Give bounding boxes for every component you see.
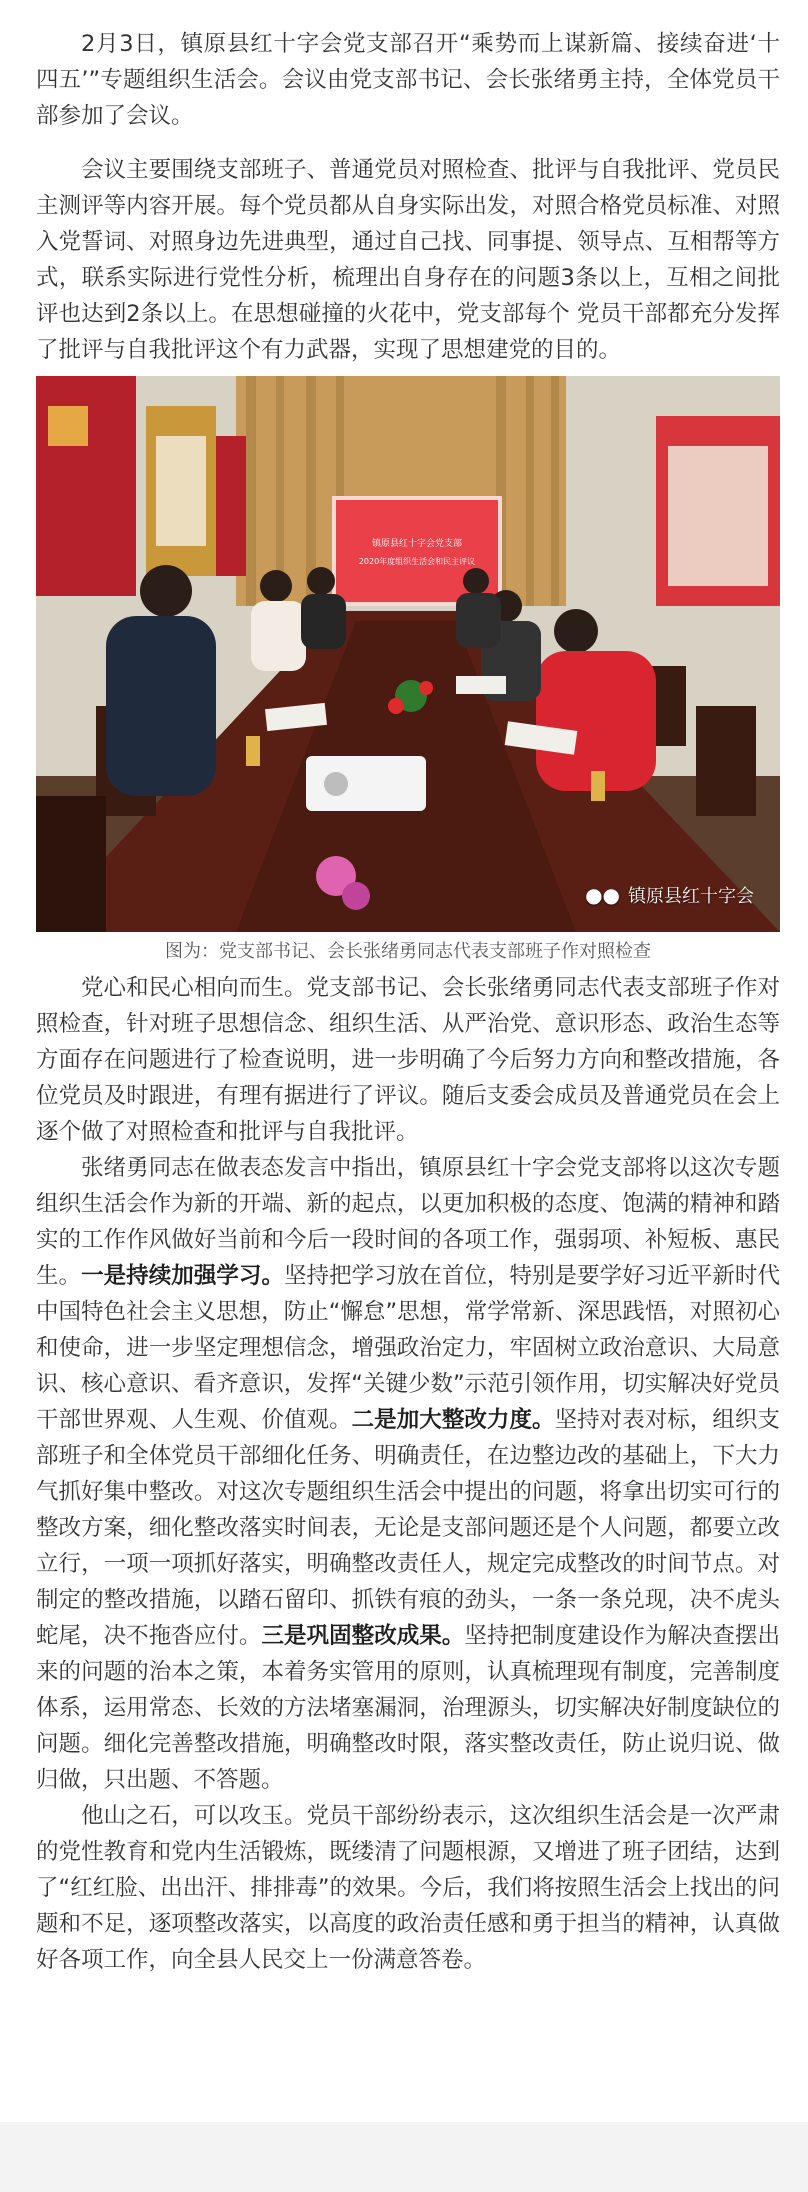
meeting-photo <box>36 376 780 932</box>
paragraph-statement <box>36 1150 780 1798</box>
point-one-heading: 一是持续加强学习。 <box>81 1263 285 1289</box>
photo-caption: 图为：党支部书记、会长张绪勇同志代表支部班子作对照检查 <box>165 941 651 962</box>
statement-intro: 张绪勇同志在做表态发言中指出，镇原县红十字会党支部将以这次专题组织生活会作为新的开端、新的起点，以更加积极的态度、饱满的精神和踏实的工作作风做好当前和今后一段时间的各项工作，强弱项、补短板、惠民生。 <box>36 1155 780 1289</box>
photo-watermark <box>585 882 754 908</box>
paragraph-meeting-content: 会议主要围绕支部班子、普通党员对照检查、批评与自我批评、党员民主测评等内容开展。每个党员都从自身实际出发，对照合格党员标准、对照入党誓词、对照身边先进典型，通过自己找、同事提、领导点、互相帮等方式，联系实际进行党性分析，梳理出自身存在的问题3条以上，互相之间批评也达到2条以上。在思想碰撞的火花中，党支部每个 党员干部都充分发挥了批评与自我批评这个有力武器，实现了思想建党的目的。 <box>36 157 780 363</box>
wechat-icon: ●● <box>585 883 620 907</box>
watermark-text: 镇原县红十字会 <box>628 886 754 907</box>
point-three-heading: 三是巩固整改成果。 <box>261 1623 465 1649</box>
paragraph-self-review: 党心和民心相向而生。党支部书记、会长张绪勇同志代表支部班子作对照检查，针对班子思想信念、组织生活、从严治党、意识形态、政治生态等方面存在问题进行了检查说明，进一步明确了今后努力方向和整改措施，各位党员及时跟进，有理有据进行了评议。随后支委会成员及普通党员在会上逐个做了对照检查和批评与自我批评。 <box>36 975 780 1145</box>
paragraph-conclusion: 他山之石，可以攻玉。党员干部纷纷表示，这次组织生活会是一次严肃的党性教育和党内生活锻炼，既缕清了问题根源，又增进了班子团结，达到了“红红脸、出出汗、排排毒”的效果。今后，我们将按照生活会上找出的问题和不足，逐项整改落实，以高度的政治责任感和勇于担当的精神，认真做好各项工作，向全县人民交上一份满意答卷。 <box>36 1803 780 1973</box>
article <box>36 26 780 1978</box>
point-three-body: 坚持把制度建设作为解决查摆出来的问题的治本之策，本着务实管用的原则，认真梳理现有制度，完善制度体系，运用常态、长效的方法堵塞漏洞，治理源头，切实解决好制度缺位的问题。细化完善整改措施，明确整改时限，落实整改责任，防止说归说、做归做，只出题、不答题。 <box>36 1623 780 1793</box>
screen-title: 镇原县红十字会党支部 <box>371 539 463 549</box>
paragraph-intro: 2月3日，镇原县红十字会党支部召开“乘势而上谋新篇、接续奋进‘十四五’”专题组织生活会。会议由党支部书记、会长张绪勇主持，全体党员干部参加了会议。 <box>36 31 780 129</box>
footer-band <box>0 2122 808 2192</box>
point-two-heading: 二是加大整改力度。 <box>351 1407 555 1433</box>
screen-subtitle: 2020年度组织生活会和民主评议 <box>358 557 476 566</box>
paragraph-gap <box>36 134 780 152</box>
point-two-body: 坚持对表对标，组织支部班子和全体党员干部细化任务、明确责任，在边整边改的基础上，下大力气抓好集中整改。对这次专题组织生活会中提出的问题，将拿出切实可行的整改方案，细化整改落实时间表，无论是支部问题还是个人问题，都要立改立行，一项一项抓好落实，明确整改责任人，规定完成整改的时间节点。对制定的整改措施，以踏石留印、抓铁有痕的劲头，一条一条兑现，决不虎头蛇尾，决不拖沓应付。 <box>36 1407 780 1649</box>
point-one-body: 坚持把学习放在首位，特别是要学好习近平新时代中国特色社会主义思想，防止“懈怠”思想，常学常新、深思践悟，对照初心和使命，进一步坚定理想信念，增强政治定力，牢固树立政治意识、大局意识、核心意识、看齐意识，发挥“关键少数”示范引领作用，切实解决好党员干部世界观、人生观、价值观。 <box>36 1263 780 1433</box>
